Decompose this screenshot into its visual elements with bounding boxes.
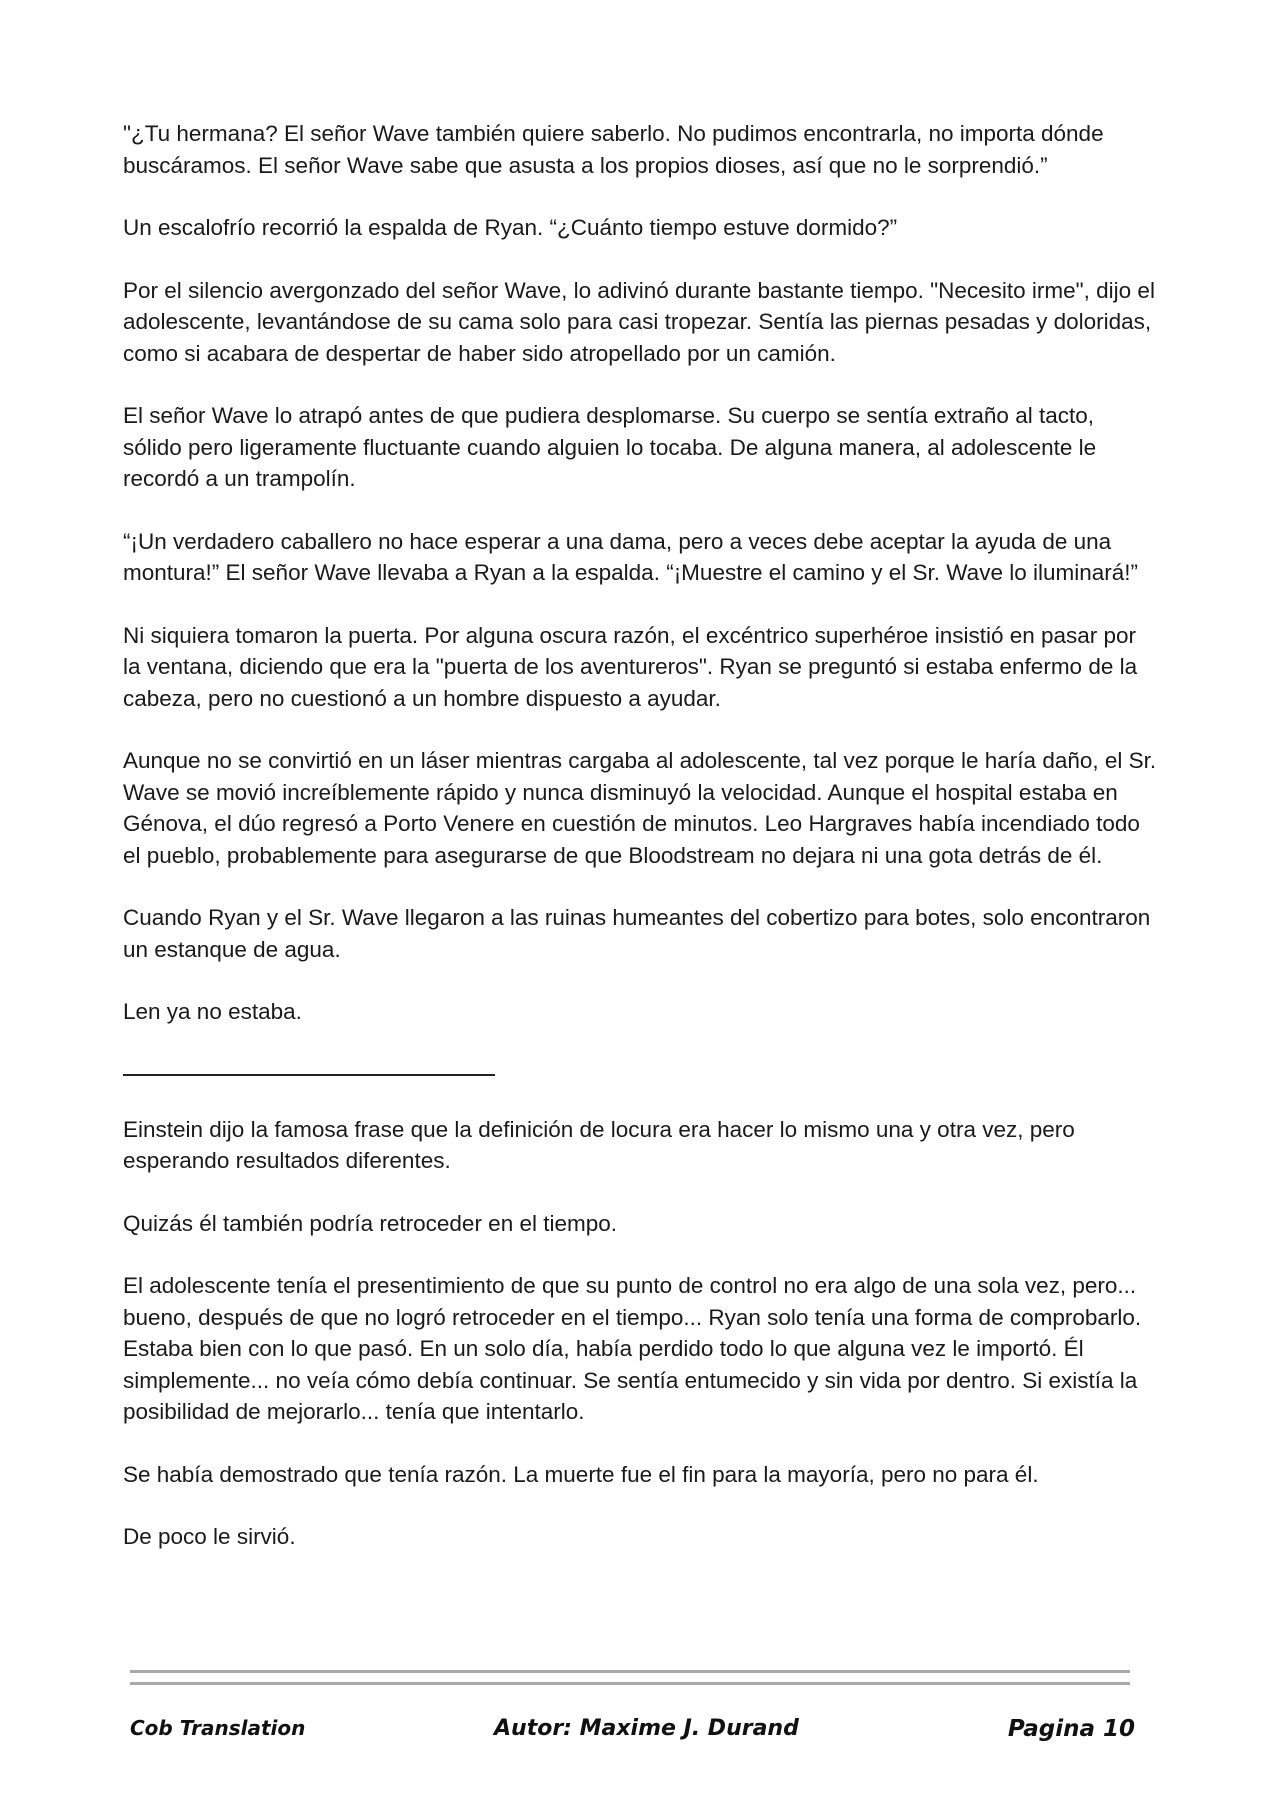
paragraph: El señor Wave lo atrapó antes de que pudiera desplomarse. Su cuerpo se sentía extraño al tacto, sólido pero ligeramente fluctuante cuando alguien lo tocaba. De alguna manera, al adolescente le recordó a un trampolín. (123, 403, 1097, 491)
paragraph: De poco le sirvió. (123, 1524, 296, 1549)
footer-divider (130, 1670, 1130, 1694)
paragraph: Un escalofrío recorrió la espalda de Ryan. “¿Cuánto tiempo estuve dormido?” (123, 215, 898, 240)
paragraph: El adolescente tenía el presentimiento de que su punto de control no era algo de una sola vez, pero... bueno, después de que no logró retroceder en el tiempo... Ryan solo tenía una forma de comprobarlo. Estaba bien con lo que pasó. En un solo día, había perdido todo lo que alguna vez le importó. Él simplemente... no veía cómo debía continuar. Se sentía entumecido y sin vida por dentro. Si existía la posibilidad de mejorarlo... tenía que intentarlo. (123, 1273, 1142, 1424)
page-body (123, 118, 1158, 1584)
paragraph: Ni siquiera tomaron la puerta. Por alguna oscura razón, el excéntrico superhéroe insistió en pasar por la ventana, diciendo que era la "puerta de los aventureros". Ryan se preguntó si estaba enfermo de la cabeza, pero no cuestionó a un hombre dispuesto a ayudar. (123, 622, 1138, 711)
page-footer (130, 1716, 1135, 1752)
paragraph: Len ya no estaba. (123, 999, 302, 1024)
paragraph: Por el silencio avergonzado del señor Wave, lo adivinó durante bastante tiempo. "Necesito irme", dijo el adolescente, levantándose de su cama solo para casi tropezar. Sentía las piernas pesadas y doloridas, como si acabara de despertar de haber sido atropellado por un camión. (123, 277, 1155, 366)
paragraph: "¿Tu hermana? El señor Wave también quiere saberlo. No pudimos encontrarla, no importa dónde buscáramos. El señor Wave sabe que asusta a los propios dioses, así que no le sorprendió.” (123, 121, 1104, 178)
paragraph: Einstein dijo la famosa frase que la definición de locura era hacer lo mismo una y otra vez, pero esperando resultados diferentes. (123, 1116, 1075, 1173)
paragraph: Aunque no se convirtió en un láser mientras cargaba al adolescente, tal vez porque le haría daño, el Sr. Wave se movió increíblemente rápido y nunca disminuyó la velocidad. Aunque el hospital estaba en Génova, el dúo regresó a Porto Venere en cuestión de minutos. Leo Hargraves había incendiado todo el pueblo, probablemente para asegurarse de que Bloodstream no dejara ni una gota detrás de él. (123, 748, 1157, 868)
section-break-line (123, 1074, 495, 1076)
paragraph: Cuando Ryan y el Sr. Wave llegaron a las ruinas humeantes del cobertizo para botes, solo encontraron un estanque de agua. (123, 905, 1151, 962)
paragraph: Se había demostrado que tenía razón. La muerte fue el fin para la mayoría, pero no para él. (123, 1461, 1039, 1487)
paragraph: Quizás él también podría retroceder en el tiempo. (123, 1210, 618, 1236)
footer-rule-top (130, 1670, 1130, 1673)
footer-rule-bottom (130, 1682, 1130, 1685)
footer-translator: Cob Translation (130, 1716, 306, 1740)
footer-author: Autor: Maxime J. Durand (494, 1716, 799, 1741)
footer-page-number: Pagina 10 (1007, 1716, 1135, 1742)
paragraph: “¡Un verdadero caballero no hace esperar a una dama, pero a veces debe aceptar la ayuda de una montura!” El señor Wave llevaba a Ryan a la espalda. “¡Muestre el camino y el Sr. Wave lo iluminará!” (123, 528, 1139, 585)
